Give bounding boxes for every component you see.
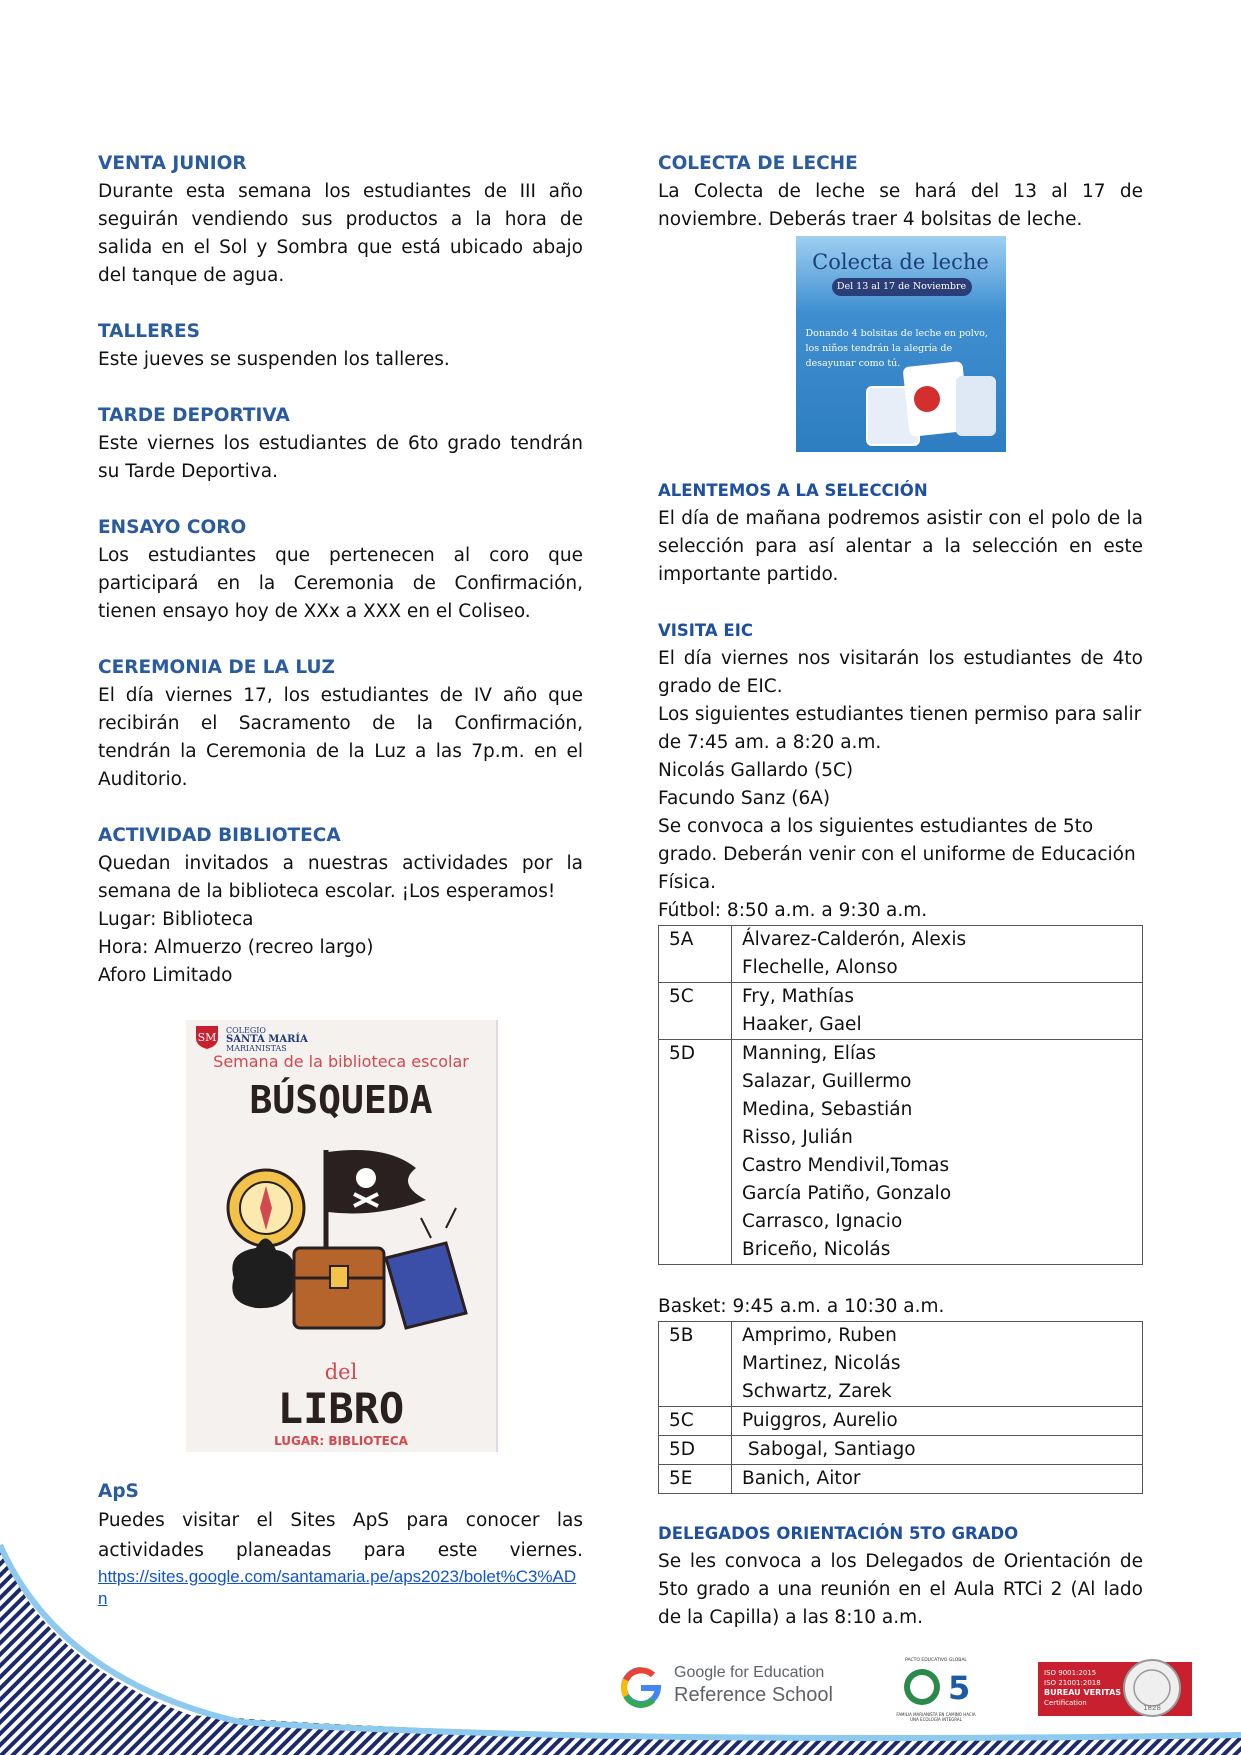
biblioteca-hora: Hora: Almuerzo (recreo largo) xyxy=(98,937,374,958)
section-heading: ACTIVIDAD BIBLIOTECA xyxy=(98,825,341,846)
student-name: Castro Mendivil,Tomas xyxy=(742,1155,950,1176)
student-name: Martinez, Nicolás xyxy=(742,1353,901,1374)
poster-title-busqueda: BÚSQUEDA xyxy=(249,1078,433,1122)
section-text: El día viernes nos visitarán los estudiantes de 4to grado de EIC. xyxy=(658,648,1143,697)
svg-text:SM: SM xyxy=(197,1031,217,1044)
globe-icon xyxy=(896,1663,976,1707)
student-name: Carrasco, Ignacio xyxy=(742,1211,903,1232)
section-heading: VISITA EIC xyxy=(658,621,753,640)
section-heading: COLECTA DE LECHE xyxy=(658,153,858,174)
permission-student: Facundo Sanz (6A) xyxy=(658,788,831,809)
biblioteca-lugar: Lugar: Biblioteca xyxy=(98,909,254,930)
section-heading: CEREMONIA DE LA LUZ xyxy=(98,657,335,678)
grade-cell: 5A xyxy=(659,926,732,983)
section-text: Los estudiantes que pertenecen al coro que participará en la Ceremonia de Confirmación, tienen ensayo hoy de XXx a XXX en el Coliseo. xyxy=(98,545,583,622)
student-name: Risso, Julián xyxy=(742,1127,853,1148)
section-text: Este viernes los estudiantes de 6to grado tendrán su Tarde Deportiva. xyxy=(98,433,583,482)
student-name: Medina, Sebastián xyxy=(742,1099,913,1120)
pacto-educativo-logo: PACTO EDUCATIVO GLOBAL 5 FAMILIA MARIANISTA EN CAMINO HACIA UNA ECOLOGÍA INTEGRAL xyxy=(896,1658,976,1722)
student-name: Amprimo, Ruben xyxy=(742,1325,897,1346)
biblioteca-aforo: Aforo Limitado xyxy=(98,965,233,986)
aps-link[interactable]: https://sites.google.com/santamaria.pe/aps2023/bolet%C3%ADn xyxy=(98,1567,577,1608)
student-name: Manning, Elías xyxy=(742,1043,877,1064)
permission-student: Nicolás Gallardo (5C) xyxy=(658,760,854,781)
student-name: Álvarez-Calderón, Alexis xyxy=(742,929,967,950)
student-name: Fry, Mathías xyxy=(742,986,855,1007)
student-name: Puiggros, Aurelio xyxy=(742,1410,898,1431)
student-name: Flechelle, Alonso xyxy=(742,957,898,978)
poster-title-del: del xyxy=(324,1360,358,1384)
section-text: Este jueves se suspenden los talleres. xyxy=(98,349,450,370)
grade-cell: 5D xyxy=(659,1436,732,1465)
section-text: Durante esta semana los estudiantes de III año seguirán vendiendo sus productos a la hora de salida en el Sol y Sombra que está ubicado abajo del tanque de agua. xyxy=(98,181,583,286)
poster-body: Donando 4 bolsitas de leche en polvo, los niños tendrán la alegría de desayunar como tú. xyxy=(805,328,988,369)
poster-title-libro: LIBRO xyxy=(277,1384,405,1433)
student-name: García Patiño, Gonzalo xyxy=(742,1183,952,1204)
poster-title: Colecta de leche xyxy=(812,250,989,274)
section-heading: DELEGADOS ORIENTACIÓN 5TO GRADO xyxy=(658,1524,1019,1543)
section-text: Se les convoca a los Delegados de Orientación de 5to grado a una reunión en el Aula RTCi 2 (Al lado de la Capilla) a las 8:10 a.m. xyxy=(658,1551,1143,1628)
bureau-veritas-seal-icon xyxy=(1122,1658,1182,1718)
section-heading: ApS xyxy=(98,1481,139,1502)
svg-text:5: 5 xyxy=(948,1669,971,1707)
section-text: Quedan invitados a nuestras actividades por la semana de la biblioteca escolar. ¡Los esperamos! xyxy=(98,853,583,902)
student-name: Banich, Aitor xyxy=(742,1468,861,1489)
section-heading: ALENTEMOS A LA SELECCIÓN xyxy=(658,481,928,500)
poster-place: LUGAR: BIBLIOTECA xyxy=(274,1434,408,1448)
student-name: Briceño, Nicolás xyxy=(742,1239,891,1260)
grade-cell: 5B xyxy=(659,1322,732,1407)
grade-cell: 5D xyxy=(659,1040,732,1265)
section-heading: TARDE DEPORTIVA xyxy=(98,405,290,426)
student-name: Haaker, Gael xyxy=(742,1014,862,1035)
svg-text:1828: 1828 xyxy=(1143,1704,1161,1712)
student-name: Schwartz, Zarek xyxy=(742,1381,892,1402)
basket-title: Basket: 9:45 a.m. a 10:30 a.m. xyxy=(658,1296,945,1317)
futbol-title: Fútbol: 8:50 a.m. a 9:30 a.m. xyxy=(658,900,928,921)
section-text: El día de mañana podremos asistir con el polo de la selección para así alentar a la selección en este importante partido. xyxy=(658,508,1143,585)
section-text: Se convoca a los siguientes estudiantes de 5to grado. Deberán venir con el uniforme de Educación Física. xyxy=(658,816,1136,893)
student-name: Salazar, Guillermo xyxy=(742,1071,912,1092)
section-heading: TALLERES xyxy=(98,321,200,342)
school-name: COLEGIO SANTA MARÍA MARIANISTAS xyxy=(226,1026,308,1053)
section-text: Puedes visitar el Sites ApS para conocer las actividades planeadas para este viernes. xyxy=(98,1510,583,1561)
grade-cell: 5C xyxy=(659,983,732,1040)
grade-cell: 5E xyxy=(659,1465,732,1494)
section-heading: VENTA JUNIOR xyxy=(98,153,247,174)
section-heading: ENSAYO CORO xyxy=(98,517,247,538)
section-text: Los siguientes estudiantes tienen permiso para salir de 7:45 am. a 8:20 a.m. xyxy=(658,704,1142,753)
student-name: Sabogal, Santiago xyxy=(742,1439,916,1460)
poster-subtitle: Semana de la biblioteca escolar xyxy=(213,1052,469,1071)
section-text: La Colecta de leche se hará del 13 al 17 de noviembre. Deberás traer 4 bolsitas de leche. xyxy=(658,181,1143,230)
grade-cell: 5C xyxy=(659,1407,732,1436)
google-education-logo: Google for Education Reference School xyxy=(620,1660,850,1716)
bureau-veritas-logo: ISO 9001:2015 ISO 21001:2018 BUREAU VERITAS Certification 1828 xyxy=(1038,1662,1192,1716)
google-g-icon xyxy=(620,1666,662,1708)
poster-dates: Del 13 al 17 de Noviembre xyxy=(832,278,972,296)
section-text: El día viernes 17, los estudiantes de IV año que recibirán el Sacramento de la Confirmación, tendrán la Ceremonia de la Luz a las 7p.m. en el Auditorio. xyxy=(98,685,583,790)
